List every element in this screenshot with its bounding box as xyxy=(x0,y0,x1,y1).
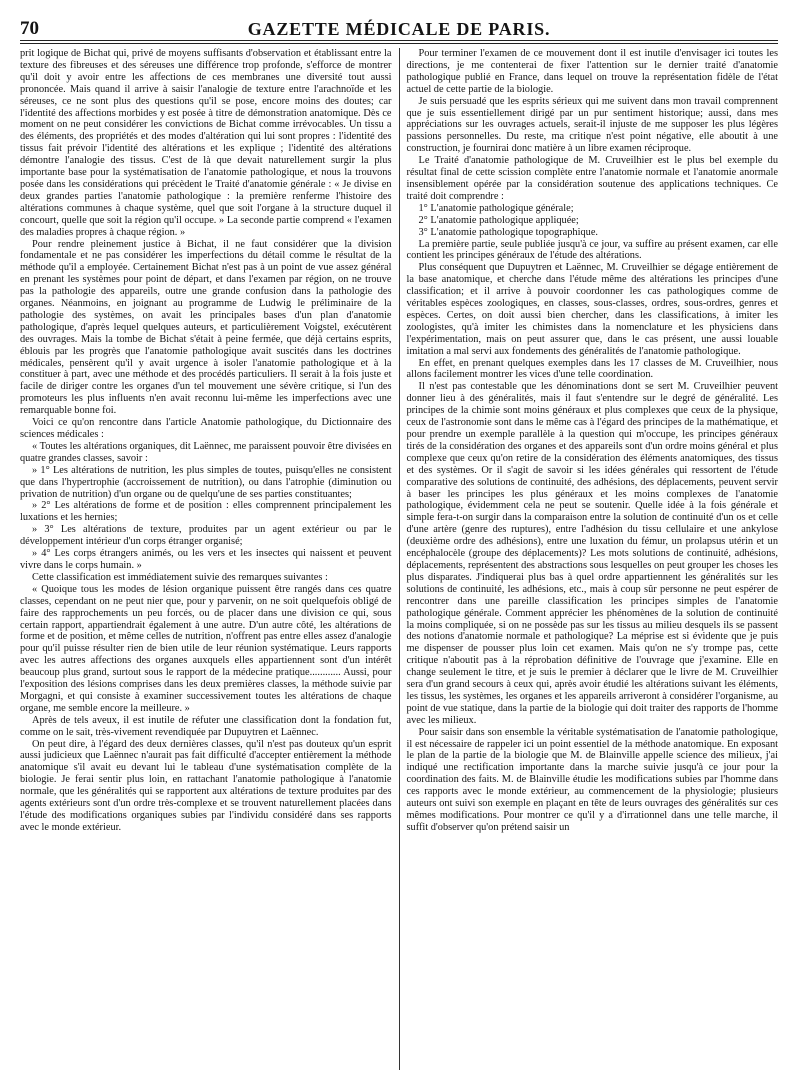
right-column xyxy=(400,48,779,1070)
left-column xyxy=(20,48,399,1070)
paragraph: Plus conséquent que Dupuytren et Laënnec, M. Cruveilhier se dégage entièrement de la base anatomique, et cherche dans l'étude même des altérations les principes d'une classification; et il arrive à pouvoir coordonner les cas pathologiques comme de véritables espèces zoologiques, en classes, sous-classes, ordres, sous-ordres, genres et espèces. Certes, on doit aussi bien chercher, dans les classifications, à imiter les zoologistes, qu'à imiter les chimistes dans la nomenclature et les physiciens dans l'expérimentation, mais on peut assurer que, dans le cas présent, une aussi louable imitation a mal servi aux fondements des généralités de l'anatomie pathologique. xyxy=(406,262,778,357)
paragraph: Pour terminer l'examen de ce mouvement dont il est inutile d'envisager ici toutes les directions, je me contenterai de fixer l'attention sur le dernier traité d'anatomie pathologique publié en France, dans lequel on trouve la représentation fidèle de l'état actuel de cette partie de la biologie. xyxy=(406,48,778,95)
paragraph: « Toutes les altérations organiques, dit Laënnec, me paraissent pouvoir être divisées en quatre grandes classes, savoir : xyxy=(20,440,392,464)
paragraph: Le Traité d'anatomie pathologique de M. Cruveilhier est le plus bel exemple du résultat final de cette scission complète entre l'anatomie normale et l'anatomie anormale insensiblement opérée par la considération soutenue des applications techniques. Ce traité doit comprendre : xyxy=(406,155,778,202)
journal-title: GAZETTE MÉDICALE DE PARIS. xyxy=(247,19,551,39)
paragraph: La première partie, seule publiée jusqu'à ce jour, va suffire au présent examen, car elle contient les principes généraux de l'étude des altérations. xyxy=(406,238,778,262)
paragraph: » 4° Les corps étrangers animés, ou les vers et les insectes qui naissent et peuvent vivre dans le corps humain. » xyxy=(20,548,392,571)
paragraph: « Quoique tous les modes de lésion organique puissent être rangés dans ces quatre classes, cependant on ne peut nier que, pour y parvenir, on ne soit quelquefois obligé de faire des rapprochements un peu forcés, ou de placer dans une division ce qui, sous certain rapport, appartiendrait également à une autre. D'un autre côté, les altérations de forme et de position, et même celles de nutrition, n'offrent pas entre elles assez d'analogie pour qu'il puisse résulter rien de bien utile de leur réunion systématique. Leurs rapports avec les autres affections des organes auxquels elles appartiennent sont d'un intérêt beaucoup plus grand, surtout sous le rapport de la médecine pratique............ Aussi, pour l'exposition des lésions comprises dans les deux premières classes, la méthode suivie par Morgagni, et qui consiste à examiner successivement toutes les altérations de chaque organe, me semble encore la meilleure. » xyxy=(20,583,392,714)
page-number: 70 xyxy=(20,18,39,39)
page-header xyxy=(20,14,778,41)
paragraph: Je suis persuadé que les esprits sérieux qui me suivent dans mon travail comprennent que je suis essentiellement dirigé par un pur sentiment historique; aussi, dans mes appréciations sur les ouvrages actuels, serait-il injuste de me supposer les plus légères passions personnelles. Du reste, ma critique n'est point négative, elle aboutit à une construction, je fournirai donc matière à un libre examen réciproque. xyxy=(406,95,778,155)
paragraph: 1° L'anatomie pathologique générale; xyxy=(418,202,574,214)
paragraph: Pour rendre pleinement justice à Bichat, il ne faut considérer que la division fondamentale et ne pas considérer les imperfections du détail comme le résultat de la méthode qu'il a employée. Certainement Bichat n'est pas à un point de vue assez général en prenant les systèmes pour point de départ, et dans l'examen par région, on ne trouve pas la pathologie des appareils, outre une grande confusion dans la pathologie des organes. Néanmoins, en joignant au programme de Ludwig le préliminaire de la pathologie des systèmes, on avait les principales bases d'un plan d'anatomie pathologique, d'après lequel quelques auteurs, et particulièrement Voigstel, exécutèrent des ouvrages. Mais la tombe de Bichat s'était à peine fermée, que déjà certains esprits, éblouis par les progrès que l'anatomie pathologique avait suscités dans les doctrines médicales, pensèrent qu'il y avait urgence à isoler l'anatomie pathologique et à la constituer à part, avec une méthode et des procédés particuliers. Il serait à la fois juste et facile de diriger contre les organes d'un tel mouvement une sévère critique, si l'un des promoteurs les plus influents n'en avait reconnu lui-même les imperfections avec une remarquable bonne foi. xyxy=(20,238,392,417)
paragraph: Il n'est pas contestable que les dénominations dont se sert M. Cruveilhier peuvent donner lieu à des généralités, mais il faut s'entendre sur le degré de généralité. Les principes de la chimie sont moins généraux et plus complexes que ceux de la physique, ceux de l'astronomie sont dans le même cas à l'égard des principes de la mathématique, et pour prendre un exemple parallèle à la question qui m'occupe, les principes généraux tirés de la considération des organes et des appareils sont d'un ordre moins général et plus complexe que ceux qu'on retire de la considération des éléments anatomiques, des tissus et des systèmes. Or il s'agit de savoir si les idées générales qui ressortent de l'étude comparative des solutions de continuité, des adhésions, des déplacements, peuvent servir à baser les principes les plus généraux et les moins complexes de l'anatomie pathologique, évidemment cela ne peut se soutenir. Quelle idée à la fois générale et simple fera-t-on surgir dans la comparaison entre la solution de continuité d'un os et celle d'une artère (genre des ruptures), entre l'adhésion du tissu cellulaire et une ankylose (deuxième ordre des adhésions), entre une luxation du fémur, un prolapsus utérin et un encéphalocèle (groupe des déplacements)? Les mots solutions de continuité, adhésions, déplacements, représentent des abstractions sous lesquelles on peut grouper les choses les plus disparates. J'indiquerai plus bas à quel ordre appartiennent les généralités sur les solutions de continuité, les adhésions, etc., mais à coup sûr personne ne peut espérer de rencontrer dans une pareille classification les principes simples de l'anatomie pathologique générale. Comment apprécier les phénomènes de la solution de continuité la moins compliquée, si on ne possède pas sur les tissus au milieu desquels ils se passent des notions d'anatomie normale et pathologique? La méprise est si évidente que je puis me dispenser de pousser plus loin cet examen. Mais qu'on ne s'y trompe pas, cette critique n'aboutit pas à la réprobation définitive de l'ouvrage que j'examine. Elle en change seulement le titre, et je suis le premier à déclarer que le livre de M. Cruveilhier sera d'un grand secours à ceux qui, après avoir étudié les altérations suivant les éléments, les tissus, les systèmes, les organes et les appareils arriveront à considérer l'organisme, au point de vue statique, dans la partie de la biologie qui doit traiter des rapports de l'homme avec les milieux. xyxy=(406,381,778,726)
paragraph: Voici ce qu'on rencontre dans l'article Anatomie pathologique, du Dictionnaire des sciences médicales : xyxy=(20,417,392,440)
paragraph: » 2° Les altérations de forme et de position : elles comprennent principalement les luxations et les hernies; xyxy=(20,500,392,524)
header-rule xyxy=(20,43,778,44)
paragraph: Cette classification est immédiatement suivie des remarques suivantes : xyxy=(32,571,328,583)
text-columns xyxy=(20,48,778,1070)
paragraph: Après de tels aveux, il est inutile de réfuter une classification dont la fondation fut, comme on le sait, très-vivement revendiquée par Dupuytren et Laënnec. xyxy=(20,714,392,738)
paragraph: En effet, en prenant quelques exemples dans les 17 classes de M. Cruveilhier, nous allons facilement montrer les vices d'une telle coordination. xyxy=(406,357,778,381)
paragraph: 3° L'anatomie pathologique topographique. xyxy=(418,226,599,238)
paragraph: prit logique de Bichat qui, privé de moyens suffisants d'observation et établissant entre la texture des fibreuses et des séreuses une différence trop profonde, s'efforce de montrer qu'il doit y avoir entre les affections de ces membranes une diversité tout aussi prononcée. Mais quand il arrive à saisir l'analogie de texture entre l'arachnoïde et les séreuses, ce ne sont plus des questions qu'il se pose, encore moins des doutes; car l'identité des affections morbides y est posée à titre de démonstration anatomique. Dès ce moment on ne peut considérer les convictions de Bichat comme irrévocables. Un tissu a des éléments, des propriétés et des modes d'altération qui lui sont propres : l'identité des tissus fait prévoir l'identité des altérations et les explique ; l'identité des altérations démontre l'analogie des tissus. C'est de là que devait naturellement surgir la plus importante base pour la systématisation de l'anatomie pathologique, et nous la trouvons posée dans les considérations qui précèdent le Traité d'anatomie générale : « Je divise en deux grandes parties l'anatomie pathologique : la première renferme l'histoire des altérations communes à chaque système, quel que soit l'organe à la structure duquel il concourt, quelle que soit la région qu'il occupe. » La seconde partie comprend « l'examen des maladies propres à chaque région. » xyxy=(20,48,392,238)
paragraph: 2° L'anatomie pathologique appliquée; xyxy=(418,214,579,226)
paragraph: On peut dire, à l'égard des deux dernières classes, qu'il n'est pas douteux qu'un esprit aussi judicieux que Laënnec n'aurait pas fait difficulté d'accepter entièrement la méthode anatomique s'il avait eu devant lui le tableau d'une systématisation complète de la biologie. Je ferai sentir plus loin, en rattachant l'anatomie pathologique à l'anatomie normale, que les généralités qui se rapportent aux altérations de texture produites par des agents extérieurs sont d'un ordre très-complexe et se trouvent naturellement placées dans l'étude des modifications organiques subies par l'individu considéré dans ses rapports avec le monde extérieur. xyxy=(20,738,392,833)
paragraph: » 1° Les altérations de nutrition, les plus simples de toutes, puisqu'elles ne consistent que dans l'hypertrophie (accroissement de nutrition), ou dans l'atrophie (diminution ou privation de nutrition) d'un organe ou de quelqu'une de ses parties constituantes; xyxy=(20,464,392,500)
paragraph: Pour saisir dans son ensemble la véritable systématisation de l'anatomie pathologique, il est nécessaire de rappeler ici un point essentiel de la méthode anatomique. En exposant le plan de la partie de la biologie que M. de Blainville appelle science des milieux, j'ai indiqué une rectification importante dans la marche suivie jusqu'à ce jour pour la coordination des faits. M. de Blainville étudie les modifications subies par l'homme dans ces rapports avec le monde extérieur, au commencement de la physiologie; plusieurs auteurs ont suivi son exemple en plaçant en tête de leurs ouvrages des généralités sur ces mêmes modifications. Pour montrer ce qu'il y a d'irrationnel dans une telle marche, il suffit d'observer qu'on prétend saisir un xyxy=(406,726,778,833)
paragraph: » 3° Les altérations de texture, produites par un agent extérieur ou par le développement intérieur d'un corps étranger organisé; xyxy=(20,524,392,548)
